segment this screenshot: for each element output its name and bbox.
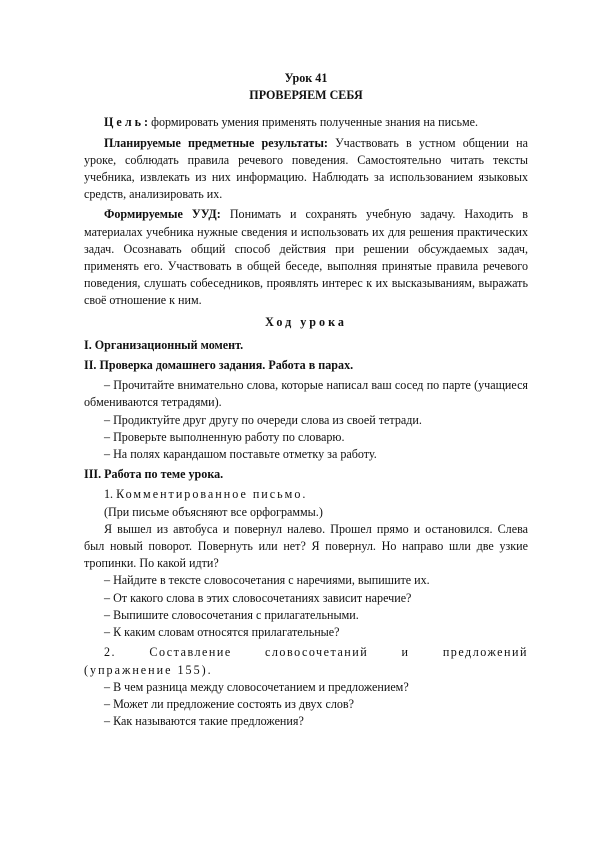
section-homework-heading: II. Проверка домашнего задания. Работа в парах. — [84, 358, 354, 373]
section-organizational: I. Организационный момент. — [84, 337, 244, 352]
uud-text: Понимать и сохранять учебную задачу. Находить в материалах учебника нужные сведения и использовать их для решения практических задач. Осознавать общий способ действия при решении обсуждаемых задач, применять его. Участвовать в общей беседе, выполняя принятые правила речевого поведения, слушать собеседников, проявлять интерес к их высказываниям, выражать своё отношение к ним. — [84, 207, 528, 308]
task1-text: Я вышел из автобуса и повернул налево. Прошел прямо и остановился. Слева был новый поворот. Повернуть или нет? Я повернул. Но направо шли две узкие тропинки. По какой идти? — [84, 521, 528, 571]
homework-item: – На полях карандашом поставьте отметку за работу. — [104, 447, 377, 462]
task1-title: Комментированное письмо. — [116, 487, 308, 502]
task1-heading — [84, 486, 528, 503]
task2-heading — [84, 644, 528, 661]
goal-text: формировать умения применять полученные знания на письме. — [151, 115, 479, 130]
planned-results-paragraph — [84, 135, 528, 204]
homework-item: – Проверьте выполненную работу по словарю. — [104, 429, 345, 444]
task1-note: (При письме объясняют все орфограммы.) — [104, 504, 323, 519]
task2-question: – В чем разница между словосочетанием и предложением? — [104, 679, 409, 694]
task1-question: – Выпишите словосочетания с прилагательными. — [104, 607, 359, 622]
homework-item: – Прочитайте внимательно слова, которые написал ваш сосед по парте (учащиеся обмениваются тетрадями). — [84, 378, 528, 410]
lesson-title: ПРОВЕРЯЕМ СЕБЯ — [249, 88, 363, 103]
task2-question: – Как называются такие предложения? — [104, 714, 304, 729]
task1-question: – К каким словам относятся прилагательные? — [104, 625, 340, 640]
task2-word: словосочетаний — [265, 645, 369, 660]
task1-question: – От какого слова в этих словосочетаниях зависит наречие? — [104, 590, 412, 605]
goal-label: Ц е л ь : — [104, 115, 149, 130]
homework-item: – Продиктуйте друг другу по очереди слова из своей тетради. — [104, 412, 422, 427]
uud-label: Формируемые УУД: — [104, 207, 221, 222]
section-topic-heading: III. Работа по теме урока. — [84, 467, 224, 482]
course-heading: Ход урока — [265, 314, 347, 329]
task2-word: предложений — [442, 645, 528, 660]
task2-exercise: (упражнение 155). — [84, 662, 213, 677]
task2-word: 2. — [104, 645, 117, 660]
task1-number: 1. — [104, 487, 114, 502]
task2-question: – Может ли предложение состоять из двух слов? — [104, 696, 355, 711]
planned-results-text: Участвовать в устном общении на уроке, соблюдать правила речевого поведения. Самостоятельно читать тексты учебника, извлекать из них информацию. Наблюдать за использованием языковых средств, анализировать их. — [84, 135, 529, 202]
task2-word: и — [401, 645, 410, 660]
goal-paragraph — [84, 114, 528, 131]
document-page — [84, 70, 528, 730]
lesson-number: Урок 41 — [284, 71, 328, 85]
task2-word: Составление — [149, 645, 232, 660]
planned-results-label: Планируемые предметные результаты: — [104, 135, 328, 150]
uud-paragraph — [84, 206, 528, 309]
task1-question: – Найдите в тексте словосочетания с наречиями, выпишите их. — [104, 573, 430, 588]
